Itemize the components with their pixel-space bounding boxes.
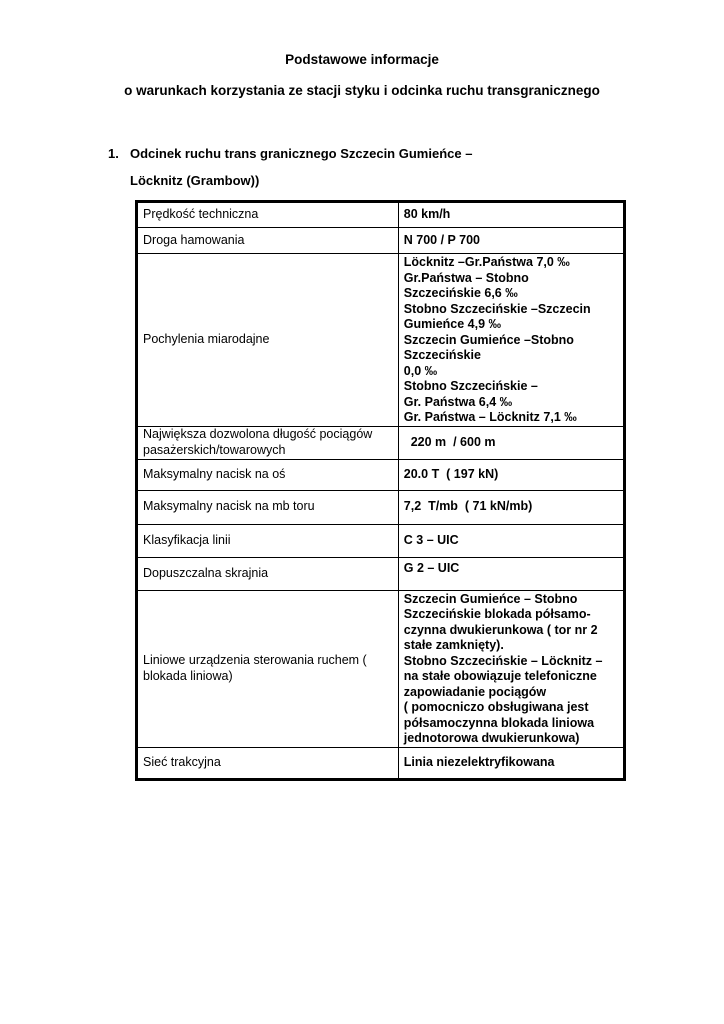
- row-value: [398, 202, 624, 228]
- row-label: Sieć trakcyjna: [137, 747, 399, 779]
- value-line: Stobno Szczecińskie –Szczecin: [403, 301, 591, 316]
- value-line: 7,2 T/mb ( 71 kN/mb): [403, 499, 533, 514]
- value-line: Stobno Szczecińskie –: [403, 379, 538, 393]
- value-line: 220 m / 600 m: [403, 434, 496, 449]
- value-line: półsamoczynna blokada liniowa: [403, 715, 595, 730]
- value-line: Szczecińskie blokada półsamo-: [403, 607, 591, 621]
- value-line: zapowiadanie pociągów: [403, 684, 547, 699]
- value-line: Szczecin Gumieńce – Stobno: [403, 591, 578, 606]
- value-line: Szczecin Gumieńce –Stobno: [403, 332, 574, 347]
- row-value: [398, 254, 624, 427]
- value-line: Gr. Państwa – Löcknitz 7,1 ‰: [403, 410, 577, 424]
- value-line: Szczecińskie: [403, 348, 481, 362]
- row-label: Prędkość techniczna: [137, 202, 399, 228]
- table-row-signalling: [137, 590, 625, 747]
- table-row-speed: [137, 202, 625, 228]
- row-label: Maksymalny nacisk na oś: [137, 459, 399, 490]
- section-heading-continuation: Löcknitz (Grambow)): [130, 173, 260, 188]
- value-line: 80 km/h: [403, 207, 451, 222]
- value-line: G 2 – UIC: [403, 560, 460, 575]
- value-line: Gumieńce 4,9 ‰: [403, 317, 502, 331]
- section-heading-text: Odcinek ruchu trans granicznego Szczecin Gumieńce –: [130, 146, 473, 161]
- value-line: Szczecińskie 6,6 ‰: [403, 286, 518, 300]
- row-label: Maksymalny nacisk na mb toru: [137, 490, 399, 524]
- row-value: [398, 557, 624, 590]
- row-value: [398, 459, 624, 490]
- row-value: [398, 590, 624, 747]
- line-info-table: [135, 200, 626, 781]
- document-title: Podstawowe informacje: [285, 52, 439, 67]
- table-row-traction-network: [137, 747, 625, 779]
- value-line: jednotorowa dwukierunkowa): [403, 731, 580, 745]
- value-line: Stobno Szczecińskie – Löcknitz –: [403, 653, 603, 668]
- row-value: [398, 747, 624, 779]
- value-line: Gr. Państwa 6,4 ‰: [403, 394, 513, 409]
- value-line: na stałe obowiązuje telefoniczne: [403, 669, 597, 683]
- row-label: Dopuszczalna skrajnia: [137, 557, 399, 590]
- document-subtitle: o warunkach korzystania ze stacji styku i odcinka ruchu transgranicznego: [124, 83, 600, 98]
- row-label: Liniowe urządzenia sterowania ruchem ( blokada liniowa): [137, 590, 399, 747]
- table-row-loading-gauge: [137, 557, 625, 590]
- row-value: [398, 228, 624, 254]
- section-number: 1.: [108, 146, 119, 161]
- table-row-line-classification: [137, 524, 625, 557]
- value-line: C 3 – UIC: [403, 532, 459, 547]
- row-label: Droga hamowania: [137, 228, 399, 254]
- value-line: Gr.Państwa – Stobno: [403, 270, 529, 285]
- section-heading: [108, 146, 472, 162]
- row-value: [398, 426, 624, 459]
- value-line: Linia niezelektryfikowana: [403, 754, 555, 769]
- value-line: czynna dwukierunkowa ( tor nr 2: [403, 622, 598, 637]
- row-value: [398, 524, 624, 557]
- value-line: 0,0 ‰: [403, 363, 438, 378]
- value-line: Löcknitz –Gr.Państwa 7,0 ‰: [403, 255, 570, 269]
- row-value: [398, 490, 624, 524]
- table-row-max-train-length: [137, 426, 625, 459]
- row-label: Klasyfikacja linii: [137, 524, 399, 557]
- value-line: N 700 / P 700: [403, 232, 480, 247]
- table-row-axle-load: [137, 459, 625, 490]
- value-line: 20.0 T ( 197 kN): [403, 466, 499, 481]
- row-label: Największa dozwolona długość pociągów pasażerskich/towarowych: [137, 426, 399, 459]
- row-label: Pochylenia miarodajne: [137, 254, 399, 427]
- table-row-braking-distance: [137, 228, 625, 254]
- table-row-track-load: [137, 490, 625, 524]
- value-line: ( pomocniczo obsługiwana jest: [403, 700, 589, 714]
- table-row-gradients: [137, 254, 625, 427]
- value-line: stałe zamknięty).: [403, 638, 504, 652]
